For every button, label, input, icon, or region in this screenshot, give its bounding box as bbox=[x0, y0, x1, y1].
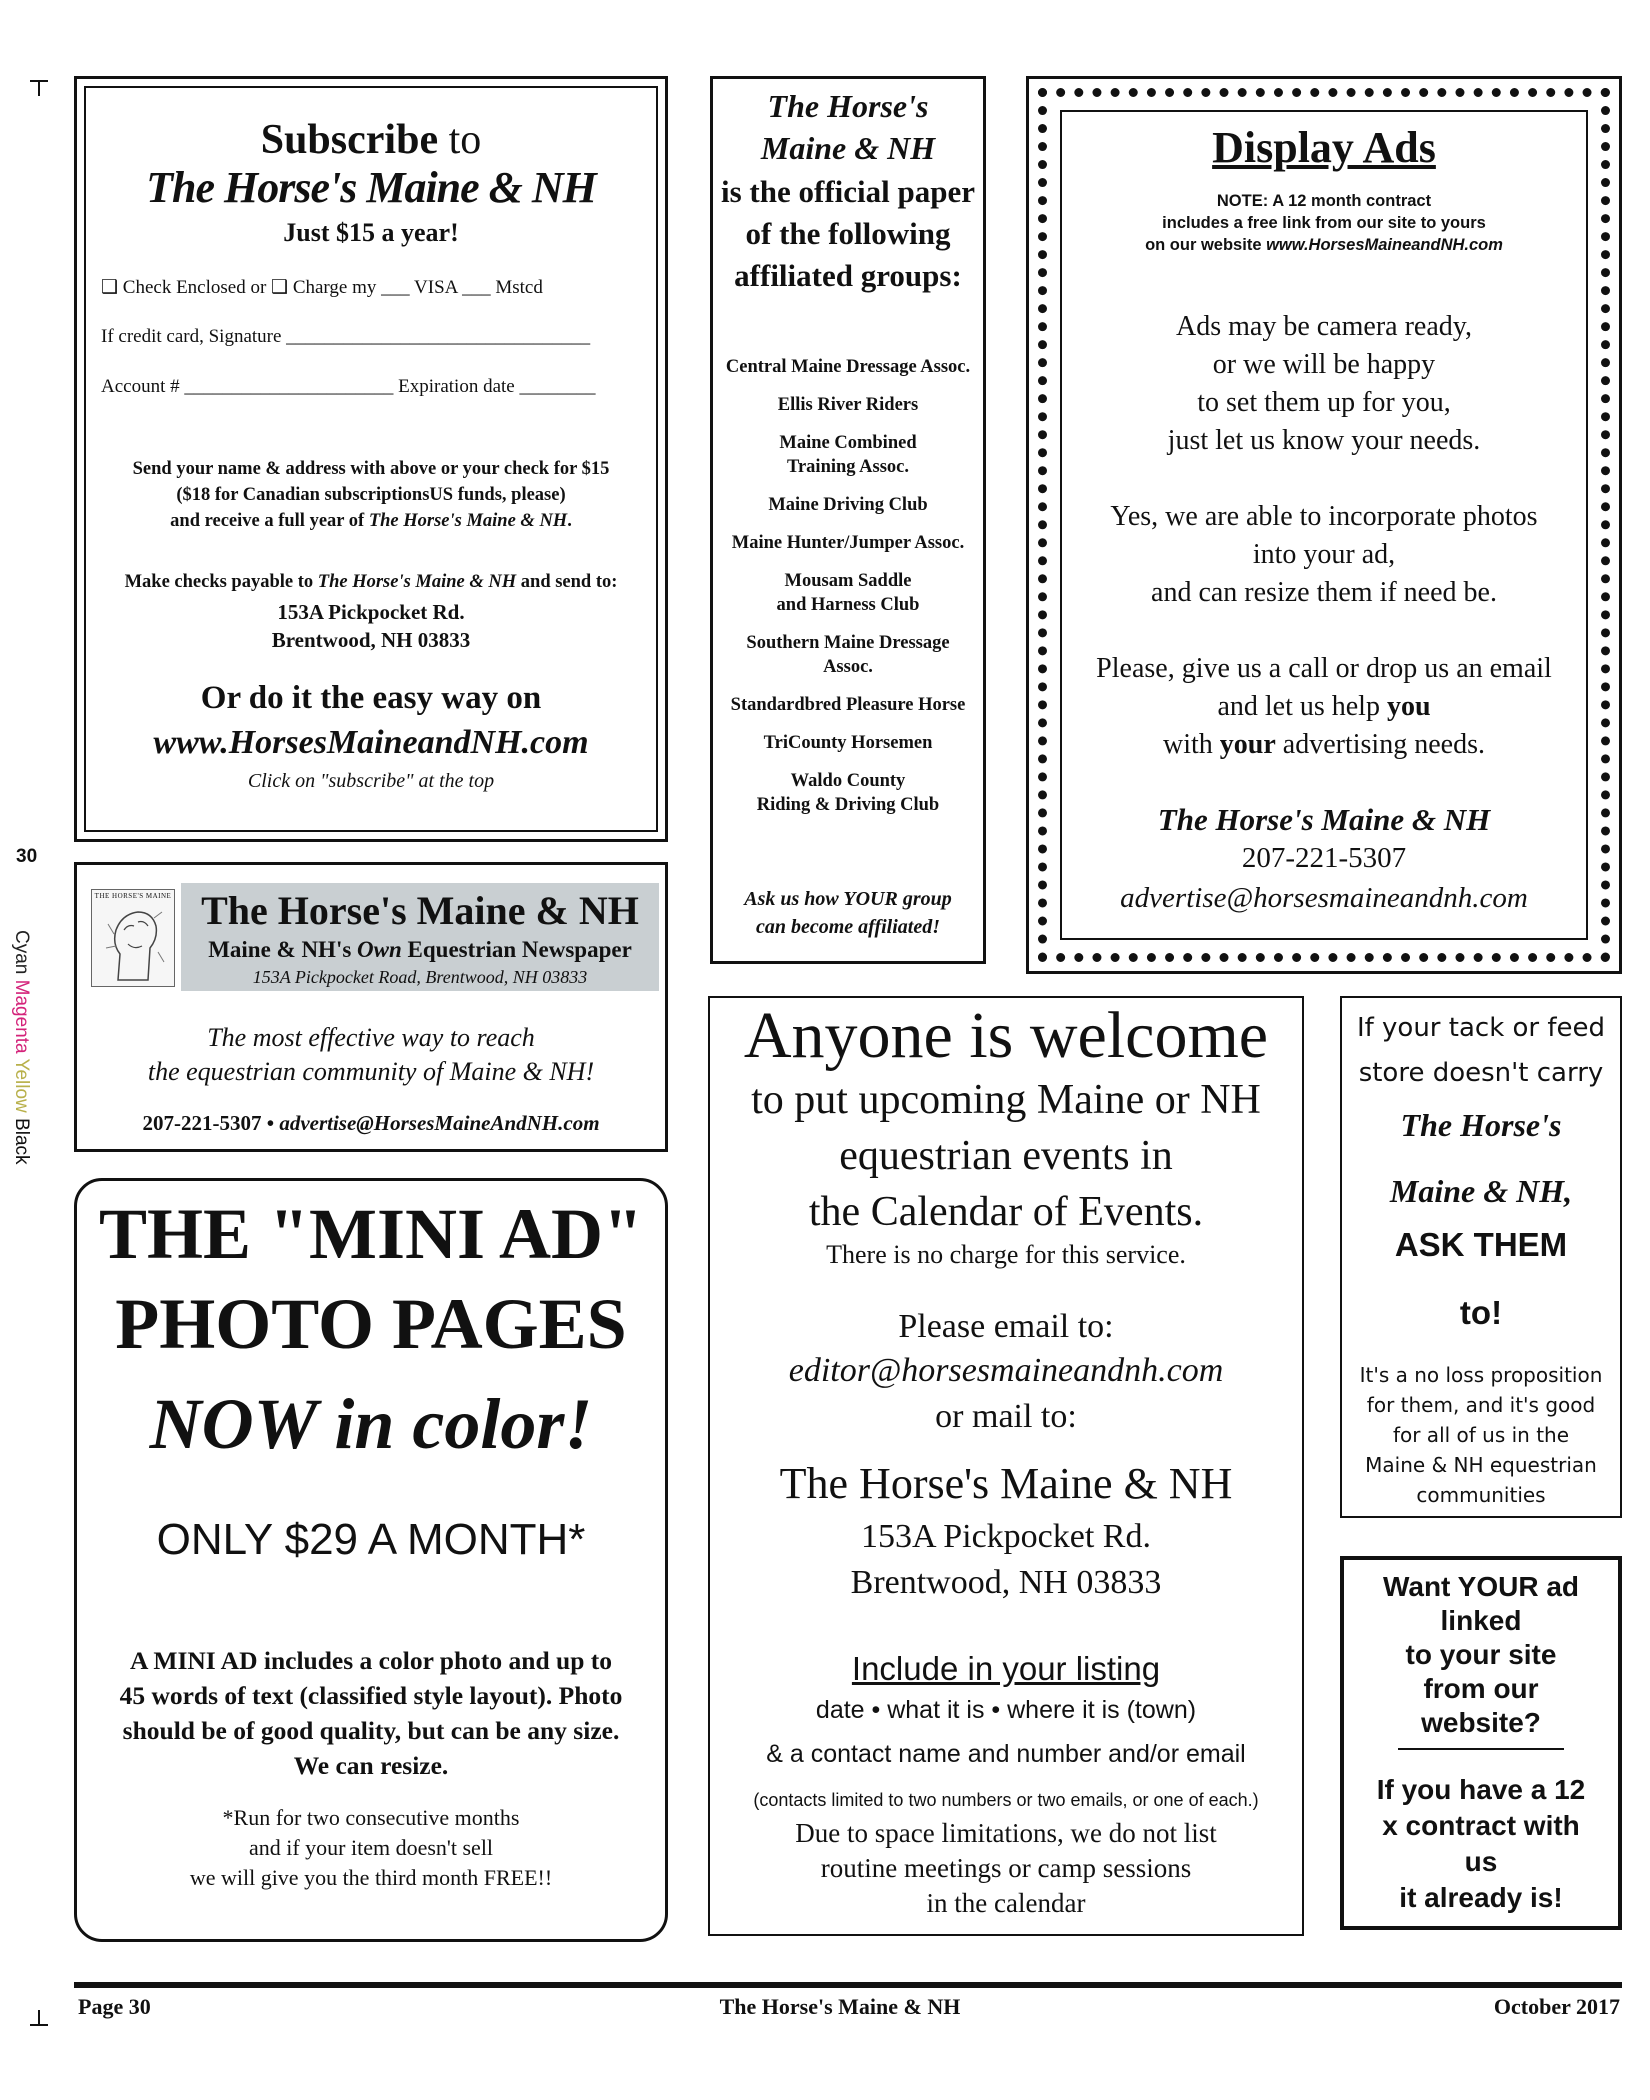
desc-line: A MINI AD includes a color photo and up to bbox=[130, 1646, 612, 1675]
footer-date: October 2017 bbox=[1493, 1994, 1620, 2019]
send-line-3-post: . bbox=[567, 511, 572, 531]
subscribe-paper-name: The Horse's Maine & NH bbox=[146, 163, 596, 212]
p1-line: Ads may be camera ready, bbox=[1176, 311, 1472, 342]
group-item: Maine Combined Training Assoc. bbox=[779, 433, 917, 477]
linked-answer bbox=[1340, 1772, 1622, 1916]
linked-ad-box bbox=[1340, 1556, 1622, 1930]
ask-them: ASK THEM bbox=[1394, 1226, 1568, 1263]
newspaper-logo bbox=[91, 889, 175, 987]
crop-mark-top-bar bbox=[30, 80, 48, 82]
send-line-3 bbox=[86, 508, 656, 534]
affiliated-name-1: The Horse's bbox=[767, 88, 929, 124]
display-ads-inner-frame bbox=[1060, 110, 1588, 940]
mini-ad-title-2: PHOTO PAGES bbox=[115, 1284, 627, 1364]
p3-line-3-pre: with bbox=[1163, 729, 1220, 760]
card-bullet: • bbox=[261, 1111, 280, 1135]
card-paper-name: The Horse's Maine & NH bbox=[201, 888, 639, 933]
affiliated-name-2: Maine & NH bbox=[760, 130, 936, 166]
note-line-1: NOTE: A 12 month contract bbox=[1216, 192, 1432, 210]
subscribe-instructions bbox=[86, 456, 656, 534]
linked-q-line: Want YOUR ad bbox=[1382, 1571, 1579, 1602]
tack-name-1: The Horse's bbox=[1400, 1107, 1562, 1143]
tack-body-line: communities bbox=[1416, 1483, 1546, 1507]
sub-line: the Calendar of Events. bbox=[808, 1189, 1204, 1235]
display-ads-paragraph-1 bbox=[1062, 308, 1586, 460]
tagline-post: Equestrian Newspaper bbox=[401, 937, 632, 962]
color-label-cyan: Cyan bbox=[11, 930, 32, 975]
footer-page-number: Page 30 bbox=[78, 1994, 151, 2019]
display-ads-box bbox=[1026, 76, 1622, 974]
group-item: Southern Maine Dressage Assoc. bbox=[746, 633, 950, 677]
card-contact bbox=[77, 1111, 665, 1136]
footer-rule bbox=[74, 1982, 1622, 1988]
display-ads-paragraph-2 bbox=[1062, 498, 1586, 612]
signature-line[interactable]: If credit card, Signature ________________________________ bbox=[101, 326, 591, 347]
welcome-address-2: Brentwood, NH 03833 bbox=[850, 1564, 1162, 1601]
group-item: TriCounty Horsemen bbox=[763, 733, 933, 753]
newspaper-card bbox=[74, 862, 668, 1152]
tagline-pre: Maine & NH's bbox=[208, 937, 358, 962]
space-limitations bbox=[710, 1816, 1302, 1921]
tack-line-1: If your tack or feed bbox=[1356, 1013, 1606, 1043]
display-ads-signature-name: The Horse's Maine & NH bbox=[1157, 802, 1491, 837]
footnote-line: and if your item doesn't sell bbox=[248, 1835, 494, 1860]
limit-line: in the calendar bbox=[926, 1888, 1086, 1918]
tack-line-2: store doesn't carry bbox=[1358, 1058, 1604, 1088]
ask-them-to: to! bbox=[1459, 1294, 1503, 1331]
color-bar-labels bbox=[10, 930, 32, 1165]
tack-feed-box bbox=[1340, 996, 1622, 1518]
welcome-address-1: 153A Pickpocket Rd. bbox=[861, 1518, 1151, 1555]
limit-line: routine meetings or camp sessions bbox=[820, 1853, 1192, 1883]
footnote-line: we will give you the third month FREE!! bbox=[189, 1865, 553, 1890]
linked-a-line: it already is! bbox=[1399, 1882, 1563, 1913]
calendar-events-box bbox=[708, 996, 1304, 1936]
affiliated-heading bbox=[707, 171, 989, 297]
sub-line: equestrian events in bbox=[839, 1133, 1173, 1179]
card-address: 153A Pickpocket Road, Brentwood, NH 03833 bbox=[252, 967, 588, 987]
desc-line: should be of good quality, but can be any size. bbox=[122, 1716, 620, 1745]
p3-line-2-bold: you bbox=[1386, 691, 1431, 722]
email-label: Please email to: bbox=[898, 1308, 1114, 1345]
linked-q-line: linked bbox=[1440, 1605, 1522, 1636]
limit-line: Due to space limitations, we do not list bbox=[795, 1818, 1217, 1848]
desc-line: 45 words of text (classified style layout). Photo bbox=[119, 1681, 623, 1710]
p3-line-2 bbox=[1052, 688, 1596, 726]
subscribe-box bbox=[74, 76, 668, 842]
welcome-headline: Anyone is welcome bbox=[743, 999, 1269, 1072]
tack-paper-name bbox=[1342, 1092, 1620, 1224]
card-phone[interactable]: 207-221-5307 bbox=[142, 1111, 262, 1135]
p3-line-1: Please, give us a call or drop us an email bbox=[1096, 653, 1552, 684]
color-label-yellow: Yellow bbox=[11, 1058, 32, 1113]
editor-email[interactable]: editor@horsesmaineandnh.com bbox=[788, 1352, 1224, 1389]
tack-body bbox=[1338, 1360, 1624, 1510]
display-ads-note bbox=[1062, 190, 1586, 256]
linked-q-line: website? bbox=[1421, 1707, 1541, 1738]
note-line-3 bbox=[1062, 234, 1586, 256]
payable-post: and send to: bbox=[516, 572, 618, 592]
send-line-3-name: The Horse's Maine & NH bbox=[368, 511, 568, 531]
display-ads-phone[interactable]: 207-221-5307 bbox=[1241, 842, 1407, 874]
p3-line-3-post: advertising needs. bbox=[1275, 729, 1485, 760]
easy-way-text: Or do it the easy way on bbox=[200, 680, 542, 716]
mini-ad-price: ONLY $29 A MONTH* bbox=[156, 1515, 586, 1564]
tack-body-line: for all of us in the bbox=[1392, 1423, 1570, 1447]
affiliated-heading-1: is the official paper bbox=[721, 174, 975, 209]
mail-label: or mail to: bbox=[935, 1398, 1077, 1435]
welcome-paper-name: The Horse's Maine & NH bbox=[779, 1459, 1233, 1508]
tack-name-2: Maine & NH, bbox=[1389, 1173, 1573, 1209]
linked-a-line: If you have a 12 bbox=[1376, 1774, 1586, 1805]
group-item: Ellis River Riders bbox=[777, 395, 919, 415]
affiliation-invite bbox=[713, 885, 983, 941]
display-ads-paragraph-3 bbox=[1052, 650, 1596, 764]
card-slogan-1: The most effective way to reach bbox=[207, 1023, 535, 1052]
subscribe-price: Just $15 a year! bbox=[283, 218, 459, 247]
subscribe-inner-frame bbox=[84, 86, 658, 832]
mini-ad-description bbox=[69, 1643, 673, 1783]
send-line-2: ($18 for Canadian subscriptionsUS funds, please) bbox=[176, 485, 566, 505]
include-heading: Include in your listing bbox=[851, 1650, 1161, 1687]
include-items: date • what it is • where it is (town) bbox=[815, 1696, 1197, 1724]
group-item: Mousam Saddle and Harness Club bbox=[776, 571, 920, 615]
affiliated-groups-box bbox=[710, 76, 986, 964]
send-line-1: Send your name & address with above or your check for $15 bbox=[132, 459, 610, 479]
footer-paper-name: The Horse's Maine & NH bbox=[719, 1994, 961, 2019]
group-item: Maine Hunter/Jumper Assoc. bbox=[731, 533, 965, 553]
welcome-address bbox=[710, 1514, 1302, 1606]
linked-question bbox=[1344, 1570, 1618, 1740]
desc-line: We can resize. bbox=[293, 1751, 449, 1780]
linked-q-line: to your site bbox=[1405, 1639, 1557, 1670]
p3-line-3-bold: your bbox=[1219, 729, 1276, 760]
p2-line: and can resize them if need be. bbox=[1151, 577, 1497, 608]
crop-mark-bottom-bar bbox=[30, 2024, 48, 2026]
subscribe-website-link[interactable]: www.HorsesMaineandNH.com bbox=[153, 724, 589, 761]
horse-head-logo-icon bbox=[98, 904, 168, 982]
display-ads-email[interactable]: advertise@horsesmaineandnh.com bbox=[1120, 882, 1528, 914]
card-slogan-2: the equestrian community of Maine & NH! bbox=[147, 1057, 595, 1086]
logo-caption: THE HORSE'S MAINE bbox=[94, 892, 172, 900]
group-item: Maine Driving Club bbox=[768, 495, 928, 515]
p2-line: into your ad, bbox=[1252, 539, 1396, 570]
subscribe-address-2: Brentwood, NH 03833 bbox=[271, 628, 471, 652]
crop-mark-top bbox=[38, 80, 40, 96]
mini-ad-footnote bbox=[77, 1803, 665, 1893]
p1-line: or we will be happy bbox=[1212, 349, 1436, 380]
color-label-magenta: Magenta bbox=[11, 979, 32, 1054]
affiliation-invite-2: can become affiliated! bbox=[755, 916, 941, 938]
payment-method-line[interactable]: ❑ Check Enclosed or ❑ Charge my ___ VISA ___ Mstcd bbox=[101, 277, 543, 298]
tack-body-line: Maine & NH equestrian bbox=[1365, 1453, 1597, 1477]
subscribe-title bbox=[86, 118, 656, 162]
affiliated-heading-3: affiliated groups: bbox=[734, 258, 962, 293]
contact-limit-note: (contacts limited to two numbers or two emails, or one of each.) bbox=[753, 1790, 1259, 1810]
p3-line-3 bbox=[1052, 726, 1596, 764]
card-tagline bbox=[181, 937, 659, 963]
click-note: Click on "subscribe" at the top bbox=[247, 770, 495, 792]
subscribe-address-1: 153A Pickpocket Rd. bbox=[277, 600, 465, 624]
linked-a-line: x contract with bbox=[1382, 1810, 1580, 1841]
linked-divider bbox=[1398, 1748, 1564, 1750]
tack-body-line: It's a no loss proposition bbox=[1359, 1363, 1603, 1387]
mini-ad-title-1: THE "MINI AD" bbox=[98, 1194, 643, 1274]
affiliated-heading-2: of the following bbox=[745, 216, 951, 251]
include-contact: & a contact name and number and/or email bbox=[766, 1740, 1246, 1768]
color-label-black: Black bbox=[11, 1118, 32, 1165]
group-item: Waldo County Riding & Driving Club bbox=[756, 771, 940, 815]
subscribe-to: to bbox=[438, 117, 482, 163]
affiliated-paper-name bbox=[713, 85, 983, 169]
note-line-2: includes a free link from our site to yours bbox=[1162, 214, 1486, 232]
affiliated-group-list bbox=[709, 355, 987, 817]
card-slogan bbox=[77, 1021, 665, 1089]
note-line-3-pre: on our website bbox=[1145, 236, 1267, 254]
tack-body-line: for them, and it's good bbox=[1366, 1393, 1596, 1417]
mini-ad-title bbox=[67, 1189, 675, 1369]
linked-a-line: us bbox=[1464, 1846, 1498, 1877]
p1-line: just let us know your needs. bbox=[1167, 425, 1481, 456]
footnote-line: *Run for two consecutive months bbox=[222, 1805, 520, 1830]
note-website[interactable]: www.HorsesMaineandNH.com bbox=[1266, 236, 1503, 254]
subscribe-word: Subscribe bbox=[260, 117, 439, 163]
p3-line-2-pre: and let us help bbox=[1217, 691, 1387, 722]
group-item: Standardbred Pleasure Horse bbox=[730, 695, 966, 715]
mini-ad-box bbox=[74, 1178, 668, 1942]
linked-q-line: from our bbox=[1423, 1673, 1539, 1704]
payable-name: The Horse's Maine & NH bbox=[317, 572, 517, 592]
payable-pre: Make checks payable to bbox=[124, 572, 318, 592]
card-email[interactable]: advertise@HorsesMaineAndNH.com bbox=[279, 1111, 600, 1135]
side-page-number: 30 bbox=[16, 846, 38, 867]
p1-line: to set them up for you, bbox=[1197, 387, 1451, 418]
sub-line: to put upcoming Maine or NH bbox=[751, 1077, 1261, 1123]
tack-intro bbox=[1338, 1006, 1624, 1096]
card-header-banner bbox=[181, 883, 659, 991]
affiliation-invite-1: Ask us how YOUR group bbox=[744, 888, 952, 910]
p2-line: Yes, we are able to incorporate photos bbox=[1110, 501, 1538, 532]
send-line-3-pre: and receive a full year of bbox=[170, 511, 369, 531]
welcome-subheading bbox=[704, 1072, 1308, 1240]
display-ads-title: Display Ads bbox=[1212, 123, 1436, 172]
tagline-own: Own bbox=[357, 937, 402, 962]
account-line[interactable]: Account # ______________________ Expiration date ________ bbox=[101, 376, 596, 397]
no-charge-note: There is no charge for this service. bbox=[826, 1240, 1186, 1269]
mini-ad-color: NOW in color! bbox=[149, 1384, 593, 1464]
group-item: Central Maine Dressage Assoc. bbox=[725, 357, 971, 377]
subscribe-address bbox=[86, 598, 656, 654]
payable-line bbox=[86, 572, 656, 593]
